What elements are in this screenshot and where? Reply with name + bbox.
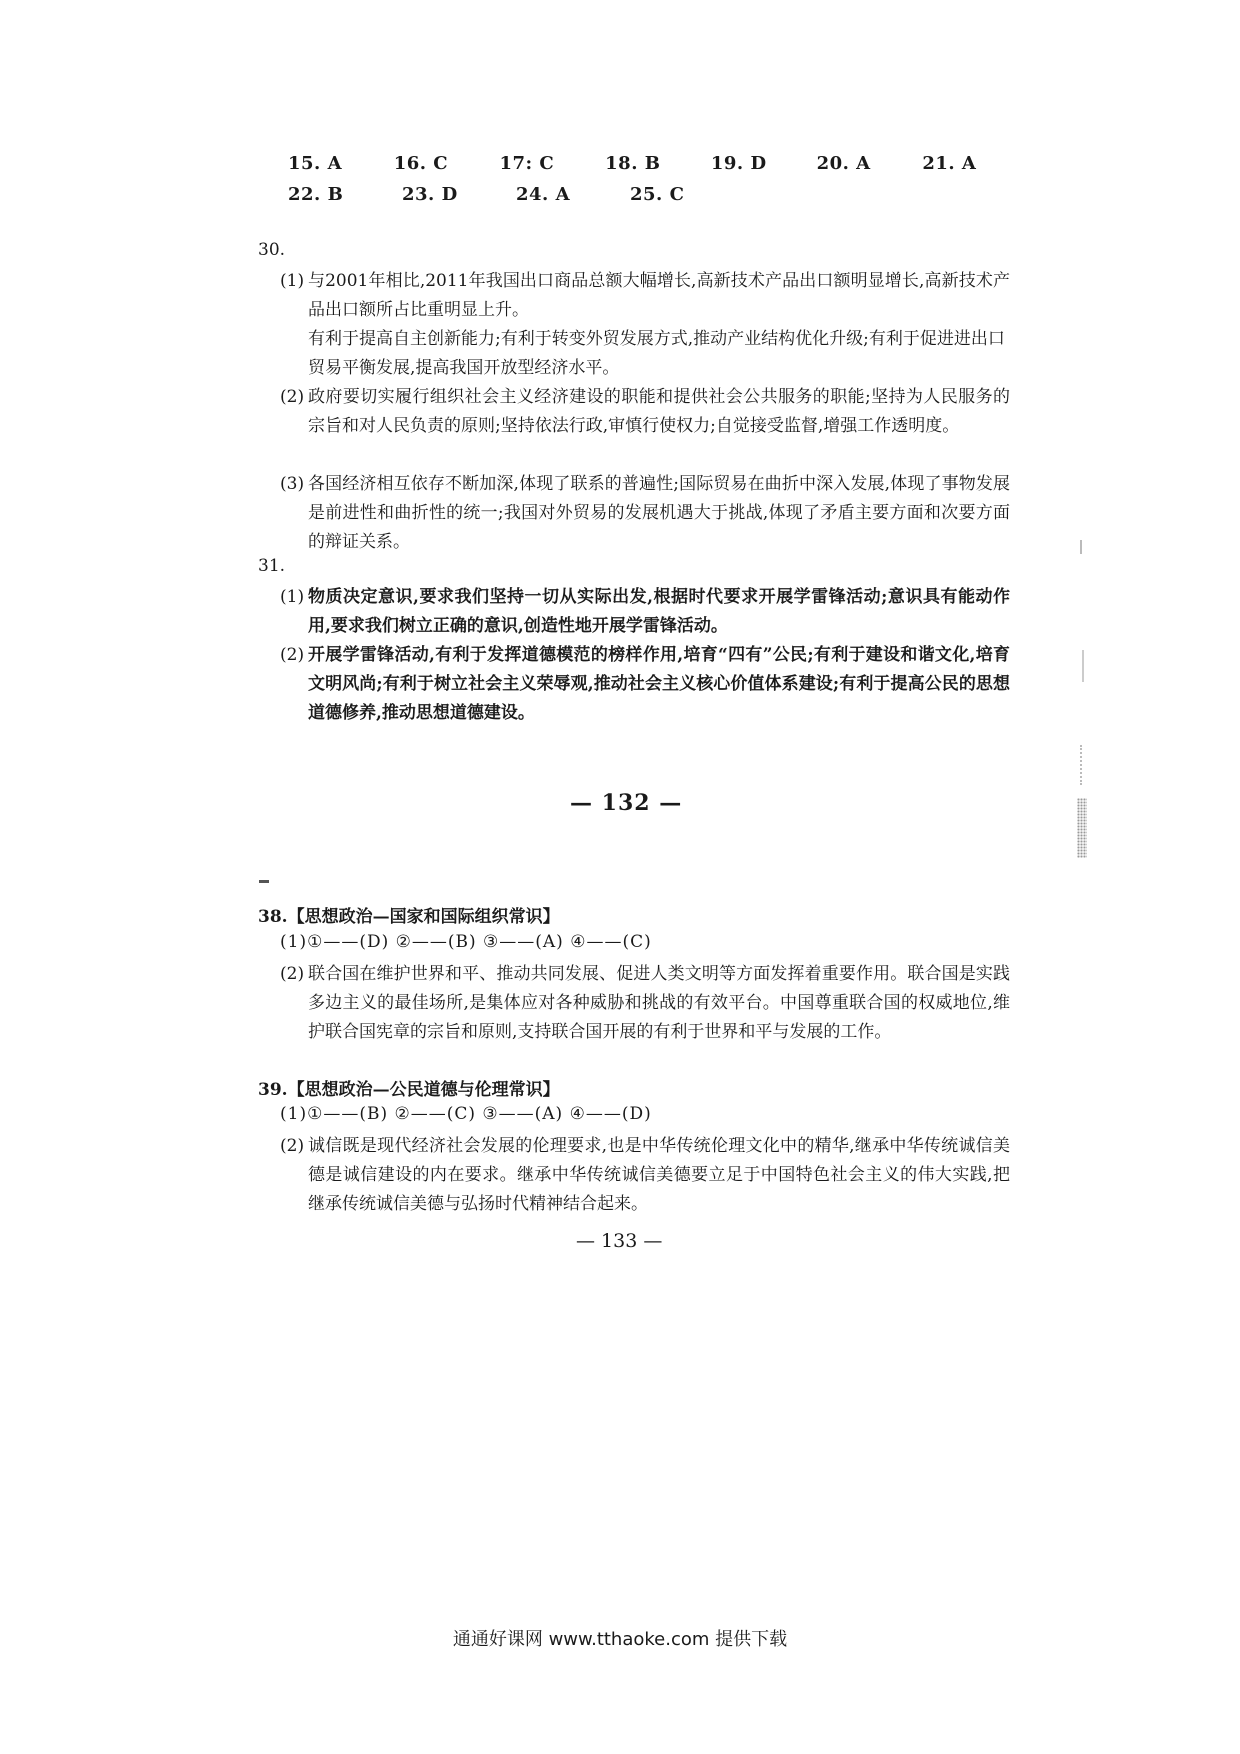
scan-artifact	[1080, 540, 1082, 554]
answer-paragraph	[280, 1132, 1010, 1219]
answer-item: 23. D	[402, 184, 458, 205]
paragraph-text: 各国经济相互依存不断加深,体现了联系的普遍性;国际贸易在曲折中深入发展,体现了事物发展是前进性和曲折性的统一;我国对外贸易的发展机遇大于挑战,体现了矛盾主要方面和次要方面的辩证关系。	[308, 474, 1010, 552]
answer-key	[288, 148, 1028, 210]
scan-artifact	[259, 880, 269, 883]
answer-item: 24. A	[516, 184, 571, 205]
answer-paragraph	[280, 267, 1010, 325]
paragraph-text: 联合国在维护世界和平、推动共同发展、促进人类文明等方面发挥着重要作用。联合国是实践多边主义的最佳场所,是集体应对各种威胁和挑战的有效平台。中国尊重联合国的权威地位,维护联合国宪章的宗旨和原则,支持联合国开展的有利于世界和平与发展的工作。	[308, 964, 1010, 1042]
answer-row	[288, 179, 1028, 210]
scan-artifact	[1082, 650, 1084, 682]
answer-paragraph	[280, 583, 1010, 641]
answer-item: 25. C	[630, 184, 685, 205]
paragraph-label: (2)	[280, 1136, 305, 1156]
paragraph-text: 与2001年相比,2011年我国出口商品总额大幅增长,高新技术产品出口额明显增长,高新技术产品出口额所占比重明显上升。	[308, 271, 1010, 320]
matching-answers: (1)①——(D) ②——(B) ③——(A) ④——(C)	[280, 932, 652, 952]
answer-item: 15. A	[288, 153, 343, 174]
paragraph-text: 有利于提高自主创新能力;有利于转变外贸发展方式,推动产业结构优化升级;有利于促进进出口贸易平衡发展,提高我国开放型经济水平。	[308, 329, 1005, 378]
paragraph-text: 开展学雷锋活动,有利于发挥道德模范的榜样作用,培育“四有”公民;有利于建设和谐文化,培育文明风尚;有利于树立社会主义荣辱观,推动社会主义核心价值体系建设;有利于提高公民的思想道德修养,推动思想道德建设。	[308, 645, 1010, 723]
scan-artifact	[1080, 745, 1084, 785]
answer-item: 17: C	[499, 153, 555, 174]
scan-artifact	[1077, 798, 1087, 858]
section-heading: 38.【思想政治—国家和国际组织常识】	[258, 907, 560, 927]
answer-paragraph	[280, 960, 1010, 1047]
paragraph-label: (2)	[280, 645, 305, 665]
answer-paragraph	[280, 383, 1010, 441]
question-number: 30.	[258, 240, 286, 260]
answer-row	[288, 148, 1028, 179]
section-heading: 39.【思想政治—公民道德与伦理常识】	[258, 1080, 560, 1100]
matching-answers: (1)①——(B) ②——(C) ③——(A) ④——(D)	[280, 1104, 652, 1124]
paragraph-text: 政府要切实履行组织社会主义经济建设的职能和提供社会公共服务的职能;坚持为人民服务的宗旨和对人民负责的原则;坚持依法行政,审慎行使权力;自觉接受监督,增强工作透明度。	[308, 387, 1010, 436]
paragraph-label: (2)	[280, 387, 305, 407]
answer-paragraph	[280, 470, 1010, 557]
paragraph-label: (1)	[280, 587, 305, 607]
question-number: 31.	[258, 556, 286, 576]
answer-item: 18. B	[605, 153, 661, 174]
page-number: — 133 —	[576, 1230, 663, 1252]
answer-item: 21. A	[922, 153, 977, 174]
paragraph-label: (2)	[280, 964, 305, 984]
paragraph-label: (3)	[280, 474, 305, 494]
paragraph-label: (1)	[280, 271, 305, 291]
paragraph-text: 诚信既是现代经济社会发展的伦理要求,也是中华传统伦理文化中的精华,继承中华传统诚信美德是诚信建设的内在要求。继承中华传统诚信美德要立足于中国特色社会主义的伟大实践,把继承传统诚信美德与弘扬时代精神结合起来。	[308, 1136, 1010, 1214]
answer-item: 22. B	[288, 184, 344, 205]
footer-watermark: 通通好课网 www.tthaoke.com 提供下载	[452, 1629, 788, 1650]
answer-item: 19. D	[710, 153, 767, 174]
answer-item: 20. A	[816, 153, 871, 174]
answer-item: 16. C	[393, 153, 449, 174]
answer-paragraph	[280, 641, 1010, 728]
page-number: — 132 —	[570, 790, 683, 816]
paragraph-text: 物质决定意识,要求我们坚持一切从实际出发,根据时代要求开展学雷锋活动;意识具有能动作用,要求我们树立正确的意识,创造性地开展学雷锋活动。	[308, 587, 1010, 636]
